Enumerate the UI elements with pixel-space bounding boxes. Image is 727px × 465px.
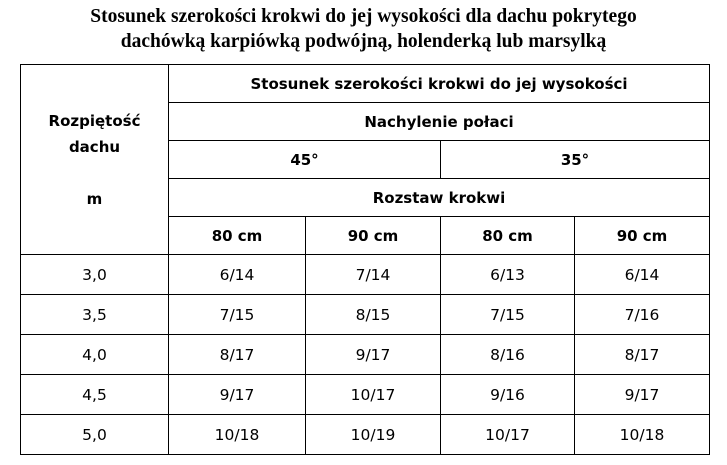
spacing-header-cell: 80 cm: [441, 217, 575, 255]
span-cell: 3,0: [21, 255, 169, 295]
spacing-header-cell: 80 cm: [169, 217, 306, 255]
slope-35-header: 35°: [441, 141, 710, 179]
ratio-cell: 9/17: [306, 335, 441, 375]
row-header-line-1: Rozpiętość: [48, 111, 141, 130]
ratio-cell: 10/17: [441, 415, 575, 455]
span-cell: 3,5: [21, 295, 169, 335]
table-row: [21, 295, 710, 335]
ratio-cell: 10/17: [306, 375, 441, 415]
ratio-cell: 9/17: [575, 375, 710, 415]
ratio-cell: 10/19: [306, 415, 441, 455]
span-cell: 5,0: [21, 415, 169, 455]
ratio-cell: 7/15: [169, 295, 306, 335]
ratio-cell: 8/16: [441, 335, 575, 375]
table-row: [21, 335, 710, 375]
ratio-cell: 10/18: [575, 415, 710, 455]
ratio-cell: 7/14: [306, 255, 441, 295]
ratio-cell: 8/15: [306, 295, 441, 335]
ratio-cell: 6/14: [575, 255, 710, 295]
ratio-cell: 10/18: [169, 415, 306, 455]
group-header: Stosunek szerokości krokwi do jej wysokości: [169, 65, 710, 103]
rafter-ratio-table: [20, 64, 710, 455]
table-row: [21, 415, 710, 455]
title-line-2: dachówką karpiówką podwójną, holenderką lub marsylką: [120, 31, 607, 52]
spacing-header-cell: 90 cm: [575, 217, 710, 255]
span-cell: 4,5: [21, 375, 169, 415]
row-header-line-2: dachu: [68, 137, 121, 156]
title-line-1: Stosunek szerokości krokwi do jej wysokości dla dachu pokrytego: [90, 6, 637, 27]
ratio-cell: 8/17: [575, 335, 710, 375]
document-title: [0, 4, 727, 54]
row-header-unit: m: [86, 189, 103, 208]
ratio-cell: 9/16: [441, 375, 575, 415]
spacing-header: Rozstaw krokwi: [169, 179, 710, 217]
table-row: [21, 255, 710, 295]
span-cell: 4,0: [21, 335, 169, 375]
slope-45-header: 45°: [169, 141, 441, 179]
row-header-cell: [21, 65, 169, 255]
ratio-cell: 9/17: [169, 375, 306, 415]
spacing-header-cell: 90 cm: [306, 217, 441, 255]
slope-header: Nachylenie połaci: [169, 103, 710, 141]
ratio-cell: 8/17: [169, 335, 306, 375]
ratio-cell: 7/15: [441, 295, 575, 335]
ratio-cell: 6/13: [441, 255, 575, 295]
ratio-cell: 6/14: [169, 255, 306, 295]
ratio-cell: 7/16: [575, 295, 710, 335]
table-row: [21, 375, 710, 415]
header-row-group: [21, 65, 710, 103]
